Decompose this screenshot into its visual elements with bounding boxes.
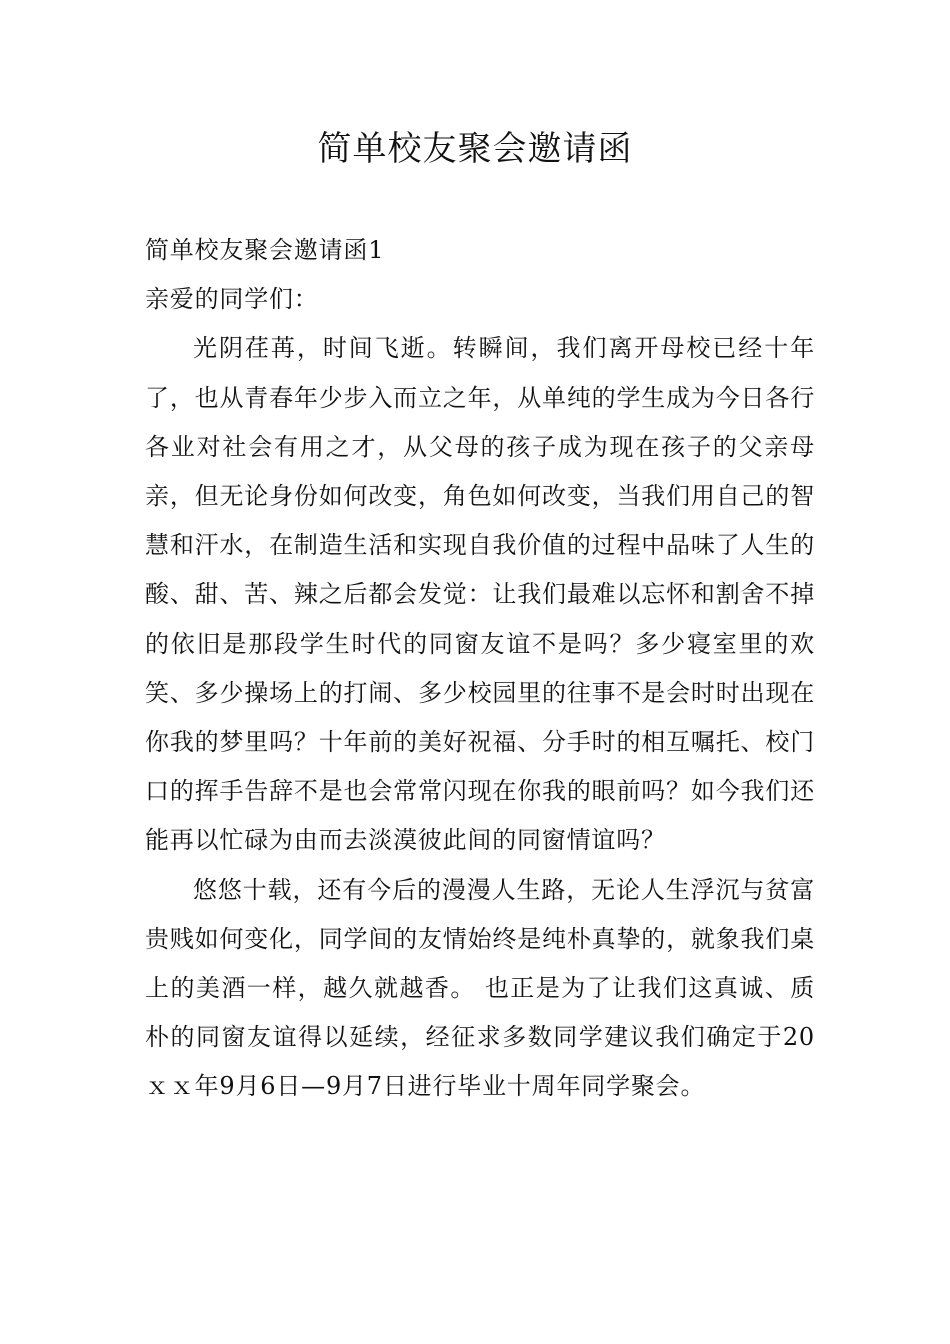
salutation: 亲爱的同学们： <box>145 285 319 314</box>
document-body <box>145 226 815 1112</box>
paragraph-2: 悠悠十载，还有今后的漫漫人生路，无论人生浮沉与贫富贵贱如何变化，同学间的友情始终是纯朴真挚的，就象我们桌上的美酒一样，越久就越香。 也正是为了让我们这真诚、质朴的同窗友谊得以延续，经征求多数同学建议我们确定于20ｘｘ年9月6日—9月7日进行毕业十周年同学聚会。 <box>145 875 815 1101</box>
document-subtitle: 简单校友聚会邀请函1 <box>145 236 385 264</box>
paragraph-1: 光阴荏苒，时间飞逝。转瞬间，我们离开母校已经十年了，也从青春年少步入而立之年，从单纯的学生成为今日各行各业对社会有用之才，从父母的孩子成为现在孩子的父亲母亲，但无论身份如何改变，角色如何改变，当我们用自己的智慧和汗水，在制造生活和实现自我价值的过程中品味了人生的酸、甜、苦、辣之后都会发觉：让我们最难以忘怀和割舍不掉的依旧是那段学生时代的同窗友谊不是吗？多少寝室里的欢笑、多少操场上的打闹、多少校园里的往事不是会时时出现在你我的梦里吗？十年前的美好祝福、分手时的相互嘱托、校门口的挥手告辞不是也会常常闪现在你我的眼前吗？如今我们还能再以忙碌为由而去淡漠彼此间的同窗情谊吗？ <box>145 334 815 855</box>
document-title: 简单校友聚会邀请函 <box>317 129 633 169</box>
